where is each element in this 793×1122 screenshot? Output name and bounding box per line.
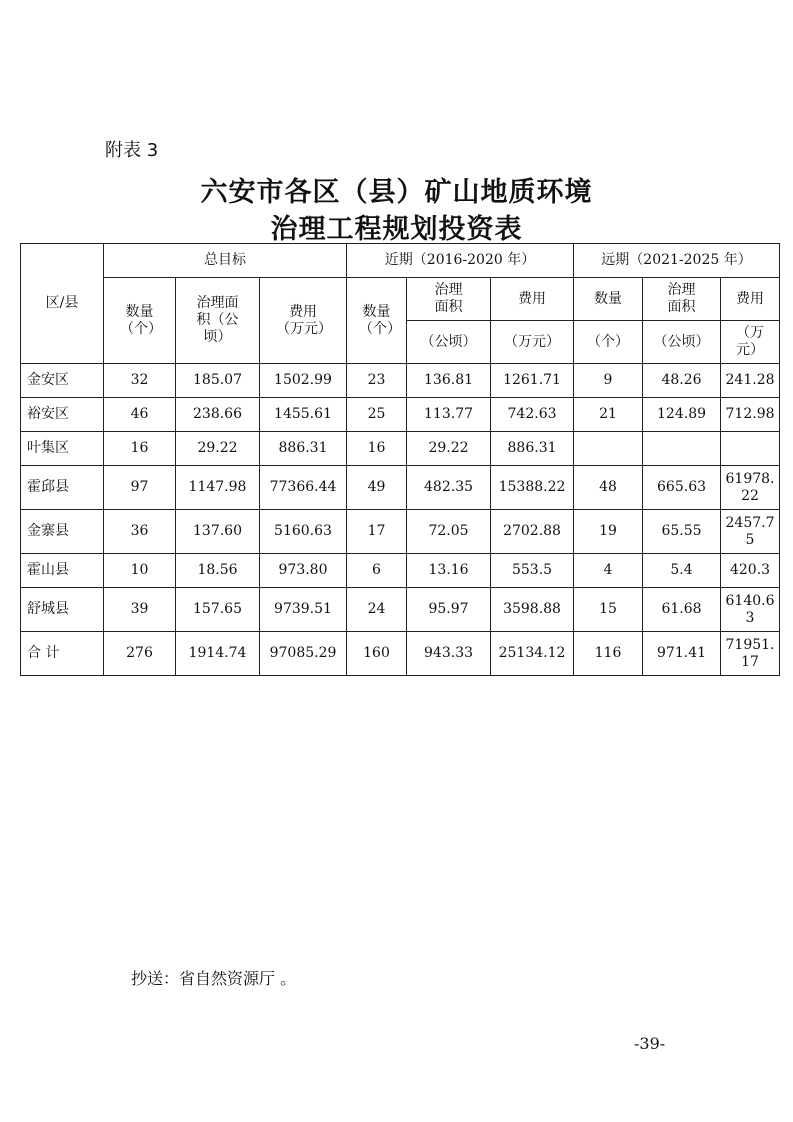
annex-label: 附表 3 [105, 140, 159, 161]
cell-total-area: 137.60 [176, 510, 260, 554]
cell-far-area: 124.89 [643, 398, 721, 432]
table-row [21, 432, 780, 466]
cell-near-count: 24 [347, 588, 407, 632]
cell-far-count: 4 [574, 554, 643, 588]
cell-near-area: 29.22 [407, 432, 491, 466]
cell-near-count: 25 [347, 398, 407, 432]
cell-total-area: 238.66 [176, 398, 260, 432]
header-district: 区/县 [21, 244, 104, 364]
cell-far-cost [721, 432, 780, 466]
table-row [21, 588, 780, 632]
cc-line: 抄送：省自然资源厅 。 [131, 969, 297, 988]
cell-near-count: 16 [347, 432, 407, 466]
cell-near-count: 160 [347, 632, 407, 676]
page-number: -39- [634, 1034, 666, 1053]
cell-far-count: 48 [574, 466, 643, 510]
cell-total-cost: 1502.99 [260, 364, 347, 398]
cell-total-cost: 5160.63 [260, 510, 347, 554]
cell-district: 裕安区 [21, 398, 104, 432]
header-far-count-unit: （个） [574, 321, 643, 364]
investment-table [20, 243, 780, 676]
cell-far-count: 21 [574, 398, 643, 432]
cell-far-count: 116 [574, 632, 643, 676]
cell-total-count: 97 [104, 466, 176, 510]
cell-near-area: 482.35 [407, 466, 491, 510]
cell-total-count: 10 [104, 554, 176, 588]
cell-total-count: 39 [104, 588, 176, 632]
cell-near-count: 23 [347, 364, 407, 398]
table-row-total [21, 632, 780, 676]
table-row [21, 510, 780, 554]
header-near-cost: 费用 [491, 278, 574, 321]
header-far-cost-unit: （万元） [721, 321, 780, 364]
cell-near-cost: 3598.88 [491, 588, 574, 632]
cell-far-cost: 241.28 [721, 364, 780, 398]
cell-total-count: 36 [104, 510, 176, 554]
header-total-cost: 费用（万元） [260, 278, 347, 364]
cell-near-area: 95.97 [407, 588, 491, 632]
cell-far-count: 9 [574, 364, 643, 398]
header-far-area-unit: （公顷） [643, 321, 721, 364]
cell-total-count: 16 [104, 432, 176, 466]
header-near-cost-unit: （万元） [491, 321, 574, 364]
table-row [21, 398, 780, 432]
cell-far-area [643, 432, 721, 466]
cell-near-area: 113.77 [407, 398, 491, 432]
cell-near-cost: 553.5 [491, 554, 574, 588]
cell-near-area: 13.16 [407, 554, 491, 588]
cell-total-area: 1147.98 [176, 466, 260, 510]
header-far-count: 数量 [574, 278, 643, 321]
cell-far-count: 15 [574, 588, 643, 632]
cell-near-cost: 886.31 [491, 432, 574, 466]
cell-district: 霍山县 [21, 554, 104, 588]
cell-far-area: 5.4 [643, 554, 721, 588]
cell-near-area: 72.05 [407, 510, 491, 554]
cell-far-area: 971.41 [643, 632, 721, 676]
table-title-line-2: 治理工程规划投资表 [270, 214, 523, 245]
cell-far-cost: 712.98 [721, 398, 780, 432]
cell-far-cost: 61978.22 [721, 466, 780, 510]
cell-far-area: 65.55 [643, 510, 721, 554]
header-near-count: 数量（个） [347, 278, 407, 364]
header-group-near: 近期（2016-2020 年） [347, 244, 574, 278]
cell-total-count: 32 [104, 364, 176, 398]
cell-near-cost: 2702.88 [491, 510, 574, 554]
cell-total-count: 46 [104, 398, 176, 432]
cell-total-cost: 97085.29 [260, 632, 347, 676]
cell-district: 金安区 [21, 364, 104, 398]
cell-near-cost: 1261.71 [491, 364, 574, 398]
cell-far-cost: 6140.63 [721, 588, 780, 632]
cell-far-cost: 2457.75 [721, 510, 780, 554]
header-near-area: 治理面积 [407, 278, 491, 321]
table-row [21, 466, 780, 510]
cell-total-area: 18.56 [176, 554, 260, 588]
table-row [21, 554, 780, 588]
cell-near-cost: 25134.12 [491, 632, 574, 676]
header-total-area: 治理面积（公顷） [176, 278, 260, 364]
cell-total-cost: 973.80 [260, 554, 347, 588]
cell-total-cost: 9739.51 [260, 588, 347, 632]
header-far-cost: 费用 [721, 278, 780, 321]
cell-total-cost: 1455.61 [260, 398, 347, 432]
cell-far-area: 48.26 [643, 364, 721, 398]
cell-total-count: 276 [104, 632, 176, 676]
cell-total-area: 1914.74 [176, 632, 260, 676]
cell-total-cost: 886.31 [260, 432, 347, 466]
cell-near-cost: 15388.22 [491, 466, 574, 510]
header-near-area-unit: （公顷） [407, 321, 491, 364]
cell-total-cost: 77366.44 [260, 466, 347, 510]
cell-far-area: 61.68 [643, 588, 721, 632]
header-group-total: 总目标 [104, 244, 347, 278]
header-far-area: 治理面积 [643, 278, 721, 321]
header-total-count: 数量（个） [104, 278, 176, 364]
cell-total-area: 29.22 [176, 432, 260, 466]
cell-near-count: 49 [347, 466, 407, 510]
cell-district: 霍邱县 [21, 466, 104, 510]
cell-near-count: 17 [347, 510, 407, 554]
cell-near-area: 136.81 [407, 364, 491, 398]
cell-near-cost: 742.63 [491, 398, 574, 432]
cell-far-area: 665.63 [643, 466, 721, 510]
header-group-far: 远期（2021-2025 年） [574, 244, 780, 278]
cell-far-count [574, 432, 643, 466]
cell-near-area: 943.33 [407, 632, 491, 676]
table-title-line-1: 六安市各区（县）矿山地质环境 [200, 177, 593, 208]
cell-far-cost: 71951.17 [721, 632, 780, 676]
cell-far-count: 19 [574, 510, 643, 554]
cell-district: 金寨县 [21, 510, 104, 554]
cell-district: 叶集区 [21, 432, 104, 466]
cell-near-count: 6 [347, 554, 407, 588]
cell-district: 舒城县 [21, 588, 104, 632]
cell-total-area: 157.65 [176, 588, 260, 632]
table-row [21, 364, 780, 398]
cell-district: 合 计 [21, 632, 104, 676]
cell-total-area: 185.07 [176, 364, 260, 398]
cell-far-cost: 420.3 [721, 554, 780, 588]
